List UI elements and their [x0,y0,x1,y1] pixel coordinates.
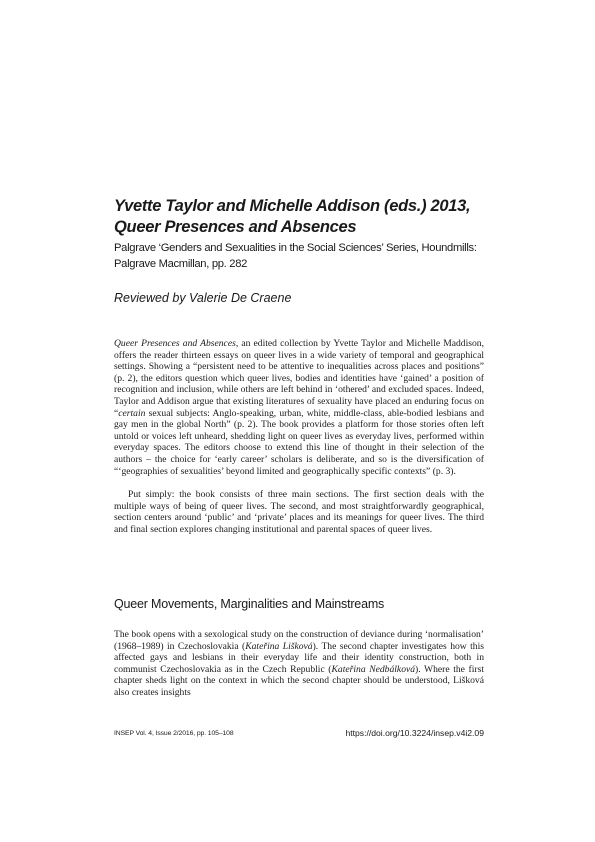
paragraph-1-text-b: sexual subjects: Anglo-speaking, urban, white, middle-class, able-bodied lesbians and gay men in the global North” (p. 2). The book provides a platform for those stories often left untold or voices left unheard, shedding light on queer lives as everyday lives, performed within everyday spaces. The editors choose to extend this line of thought in their selection of the authors – the choice for ‘early career’ scholars is deliberate, and so is the diversification of “‘geographies of sexualities’ beyond limited and geographically specific contexts” (p. 3). [114,407,484,477]
book-title-italic: Queer Presences and Absences [114,338,236,349]
footer-citation: INSEP Vol. 4, Issue 2/2016, pp. 105–108 [114,730,234,737]
publication-info [114,240,494,272]
title-line-1: Yvette Taylor and Michelle Addison (eds.) 2013, [114,197,471,215]
footer-doi-link[interactable]: https://doi.org/10.3224/insep.v4i2.09 [345,728,484,738]
paragraph-3-text-b: ). The second chapter investigates how this affected gays and lesbians in their everyday life and their identity construction, both in communist Czechoslovakia as in the Czech Republic ( [114,640,484,675]
section-heading: Queer Movements, Marginalities and Mainstreams [114,597,385,611]
paragraph-3-text-c: ). Where the first chapter sheds light on the context in which the second chapter should be understood, Lišková also creates insights [114,663,484,698]
author-name-nedbalkova: Kateřina Nedbálková [331,663,416,675]
body-paragraph-1 [114,338,484,477]
reviewer-byline: Reviewed by Valerie De Craene [114,291,292,305]
body-paragraph-2: Put simply: the book consists of three main sections. The first section deals with the multiple ways of being of queer lives. The second, and most straightforwardly geographical, section centers around ‘public’ and ‘private’ places and its meanings for queer lives. The third and final section explores changing institutional and parental spaces of queer lives. [114,489,484,535]
publication-info-line-2: Palgrave Macmillan, pp. 282 [114,258,248,270]
title-line-2: Queer Presences and Absences [114,218,357,236]
emphasis-certain: certain [118,407,146,419]
body-paragraph-3 [114,629,484,699]
paragraph-1-text-a: , an edited collection by Yvette Taylor and Michelle Maddison, offers the reader thirteen essays on queer lives in a wide variety of temporal and geographical settings. Showing a “persistent need to be attentive to inequalities across places and positions” (p. 2), the editors question which queer lives, bodies and identities have ‘gained’ a position of recognition and inclusion, while others are left behind in ‘othered’ and excluded spaces. Indeed, Taylor and Addison argue that existing literatures of sexuality have placed an enduring focus on “ [114,338,484,419]
review-title [114,196,494,238]
paragraph-3-text-a: The book opens with a sexological study on the construction of deviance during ‘normalisation’ (1968–1989) in Czechoslovakia ( [114,629,484,652]
publication-info-line-1: Palgrave ‘Genders and Sexualities in the Social Sciences’ Series, Houndmills: [114,242,477,254]
author-name-liskova: Kateřina Lišková [245,640,313,652]
